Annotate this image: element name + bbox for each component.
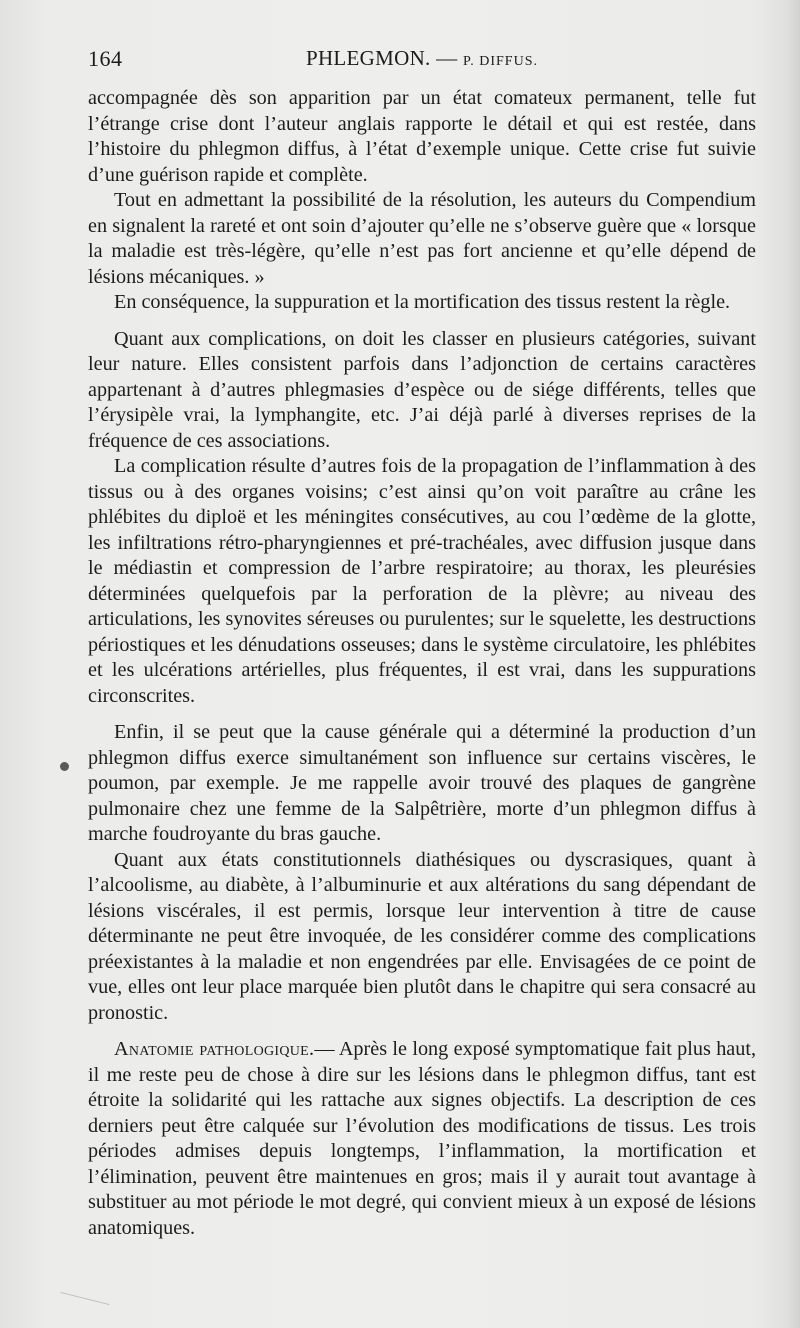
paragraph-4 [88, 327, 756, 455]
paragraph-text: accompagnée dès son apparition par un état comateux permanent, telle fut l’étrange crise dont l’auteur anglais rapporte le détail et qui est restée, dans l’histoire du phlegmon diffus, à l’état d’exemple unique. Cette crise fut suivie d’une guérison rapide et complète. [88, 87, 756, 186]
running-title [88, 46, 756, 71]
body-text [88, 86, 756, 1241]
running-title-sub: P. DIFFUS. [463, 54, 538, 69]
page-number: 164 [88, 46, 123, 71]
section-heading: Anatomie pathologique. [114, 1038, 315, 1060]
paragraph-text: Enfin, il se peut que la cause générale qui a déterminé la production d’un phlegmon diffus exerce simultanément son influence sur certains viscères, le poumon, par exemple. Je me rappelle avoir trouvé des plaques de gangrène pulmonaire chez une femme de la Salpêtrière, morte d’un phlegmon diffus à marche foudroyante du bras gauche. [88, 721, 756, 845]
paragraph-8 [88, 1037, 756, 1241]
running-header [88, 46, 756, 80]
paragraph-2 [88, 188, 756, 290]
paragraph-1 [88, 86, 756, 188]
paragraph-5 [88, 454, 756, 709]
paragraph-7 [88, 848, 756, 1027]
running-title-main: PHLEGMON. [305, 46, 431, 70]
page-edge-shadow [786, 0, 800, 1328]
paragraph-text: En conséquence, la suppuration et la mortification des tissus restent la règle. [114, 291, 731, 313]
running-title-separator: — [430, 46, 464, 70]
paragraph-3 [88, 290, 756, 316]
margin-ink-dot [60, 762, 69, 771]
paragraph-text: La complication résulte d’autres fois de la propagation de l’inflammation à des tissus ou à des organes voisins; c’est ainsi qu’on voit paraître au crâne les phlébites du diploë et les méningites consécutives, au cou l’œdème de la glotte, les infiltrations rétro-pharyngiennes et pré-trachéales, avec diffusion jusque dans le médiastin et compression de l’arbre respiratoire; au thorax, les pleurésies déterminées quelquefois par la perforation de la plèvre; au niveau des articulations, les synovites séreuses ou purulentes; sur le squelette, les destructions périostiques et les dénudations osseuses; dans le système circulatoire, les phlébites et les ulcérations artérielles, plus fréquentes, il est vrai, dans les suppurations circonscrites. [88, 455, 756, 707]
scan-streak [61, 1292, 110, 1305]
paragraph-text: Tout en admettant la possibilité de la résolution, les auteurs du Compendium en signalent la rareté et ont soin d’ajouter qu’elle ne s’observe guère que « lorsque la maladie est très-légère, qu’elle n’est pas fort ancienne et qu’elle dépend de lésions mécaniques. » [88, 189, 756, 288]
paragraph-text: Quant aux complications, on doit les classer en plusieurs catégories, suivant leur nature. Elles consistent parfois dans l’adjonction de certains caractères appartenant à d’autres phlegmasies d’espèce ou de siége différents, telles que l’érysipèle vrai, la lymphangite, etc. J’ai déjà parlé à diverses reprises de la fréquence de ces associations. [88, 327, 756, 452]
paragraph-text: — Après le long exposé symptomatique fait plus haut, il me reste peu de chose à dire sur les lésions dans le phlegmon diffus, tant est étroite la solidarité qui les rattache aux signes objectifs. La description de ces derniers peut être calquée sur l’évolution des modifications de tissus. Les trois périodes admises depuis longtemps, l’inflammation, la mortification et l’élimination, peuvent être maintenues en gros; mais il y aurait tout avantage à substituer au mot période le mot degré, qui convient mieux à un exposé de lésions anatomiques. [88, 1038, 756, 1239]
paragraph-6 [88, 720, 756, 848]
paragraph-text: Quant aux états constitutionnels diathésiques ou dyscrasiques, quant à l’alcoolisme, au diabète, à l’albuminurie et aux altérations du sang dépendant de lésions viscérales, il est permis, lorsque leur intervention à titre de cause déterminante ne peut être invoquée, de les considérer comme des complications préexistantes à la maladie et non engendrées par elle. Envisagées de ce point de vue, elles ont leur place marquée bien plutôt dans le chapitre qui sera consacré au pronostic. [88, 848, 756, 1024]
